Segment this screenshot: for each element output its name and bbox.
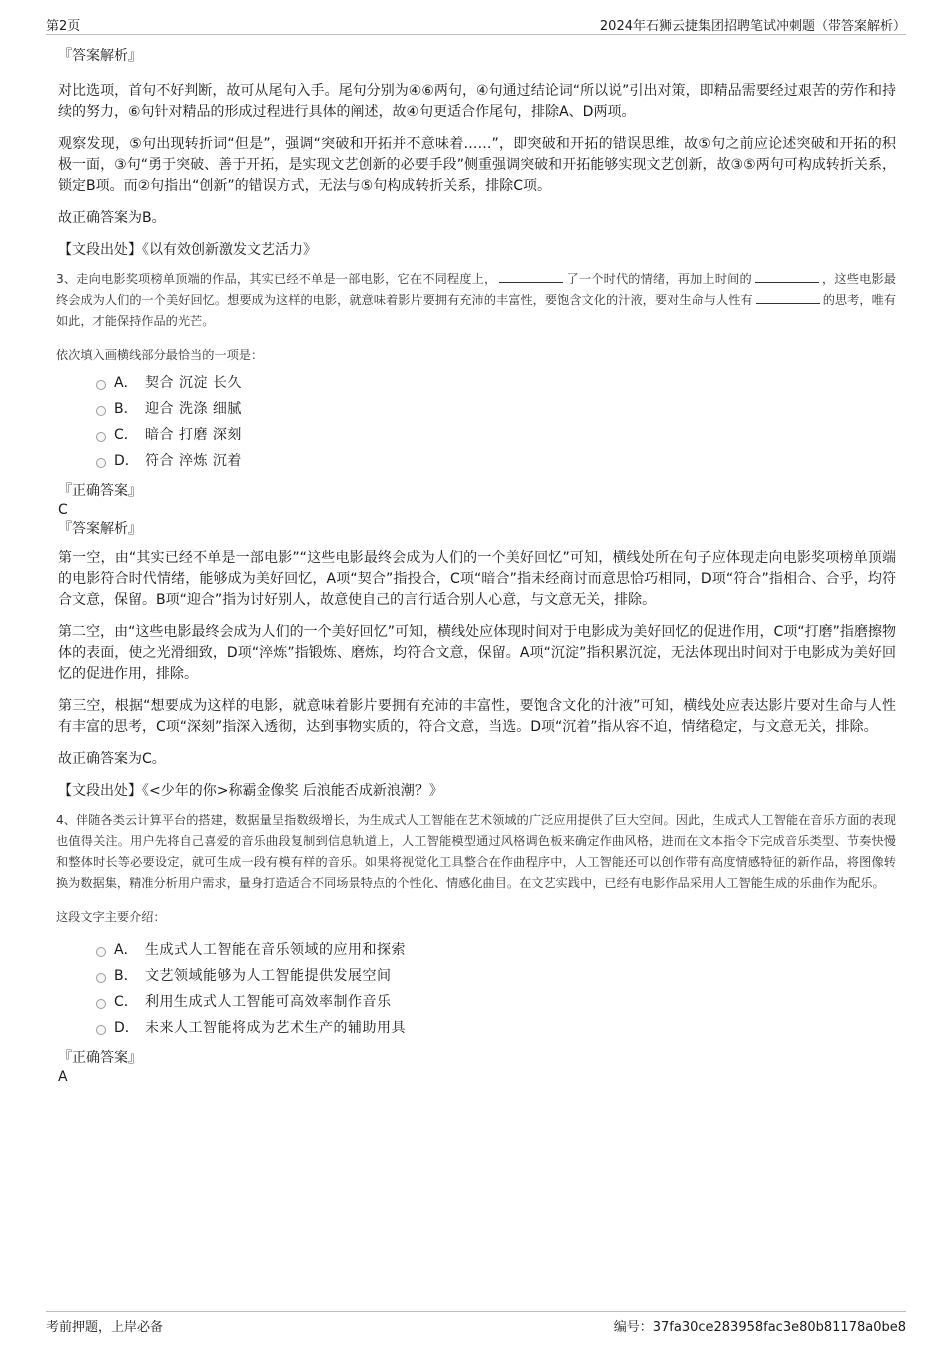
radio-icon[interactable] <box>96 432 106 442</box>
option-d[interactable] <box>96 1016 896 1042</box>
option-key: D． <box>114 453 139 469</box>
option-text: 生成式人工智能在音乐领域的应用和探索 <box>145 942 406 958</box>
stem-text: 3、走向电影奖项榜单顶端的作品，其实已经不单是一部电影，它在不同程度上， <box>56 272 497 286</box>
source-citation: 【文段出处】《以有效创新激发文艺活力》 <box>58 242 317 258</box>
radio-icon[interactable] <box>96 458 106 468</box>
fill-blank <box>755 270 819 283</box>
option-a[interactable] <box>96 371 896 397</box>
document-body <box>56 46 896 1086</box>
question-stem <box>56 269 896 332</box>
option-c[interactable] <box>96 990 896 1016</box>
page-footer <box>46 1311 906 1334</box>
option-text: 未来人工智能将成为艺术生产的辅助用具 <box>145 1020 406 1036</box>
analysis-paragraph: 第三空，根据“想要成为这样的电影，就意味着影片要拥有充沛的丰富性，要饱含文化的汁液”可知，横线处应表达影片要对生命与人性有丰富的思考，C项“深刻”指深入透彻，达到事物实质的，符合文意，当选。D项“沉着”指从容不迫，情绪稳定，与文意无关，排除。 <box>58 698 896 735</box>
option-text: 契合 沉淀 长久 <box>145 375 242 391</box>
radio-icon[interactable] <box>96 973 106 983</box>
page-number: 第2页 <box>46 19 81 34</box>
fill-blank <box>499 270 563 283</box>
option-key: C． <box>114 994 138 1010</box>
radio-icon[interactable] <box>96 406 106 416</box>
correct-answer-value: C <box>58 502 68 518</box>
option-d[interactable] <box>96 449 896 475</box>
analysis-paragraph: 对比选项，首句不好判断，故可从尾句入手。尾句分别为④⑥两句，④句通过结论词“所以说”引出对策，即精品需要经过艰苦的劳作和持续的努力，⑥句针对精品的形成过程进行具体的阐述，故④句更适合作尾句，排除A、D两项。 <box>58 83 896 120</box>
radio-icon[interactable] <box>96 380 106 390</box>
option-text: 暗合 打磨 深刻 <box>145 427 242 443</box>
document-code: 编号：37fa30ce283958fac3e80b81178a0be8 <box>613 1320 906 1335</box>
option-key: C． <box>114 427 138 443</box>
option-text: 利用生成式人工智能可高效率制作音乐 <box>145 994 392 1010</box>
footer-slogan: 考前押题，上岸必备 <box>46 1320 164 1335</box>
analysis-paragraph: 故正确答案为C。 <box>58 751 166 767</box>
option-c[interactable] <box>96 423 896 449</box>
correct-answer-value: A <box>58 1069 68 1085</box>
option-b[interactable] <box>96 964 896 990</box>
option-list <box>56 938 896 1042</box>
option-key: D． <box>114 1020 139 1036</box>
option-text: 符合 淬炼 沉着 <box>145 453 242 469</box>
page-header <box>46 12 906 35</box>
question-prompt: 这段文字主要介绍： <box>56 910 166 924</box>
question-prompt: 依次填入画横线部分最恰当的一项是： <box>56 348 264 362</box>
question-stem: 4、伴随各类云计算平台的搭建，数据量呈指数级增长，为生成式人工智能在艺术领域的广泛应用提供了巨大空间。因此，生成式人工智能在音乐方面的表现也值得关注。用户先将自己喜爱的音乐曲段复制到信息轨道上，人工智能模型通过风格调色板来确定作曲风格，进而在文本指令下完成音乐类型、节奏快慢和整体时长等必要设定，就可生成一段有模有样的音乐。如果将视觉化工具整合在作曲程序中，人工智能还可以创作带有高度情感特征的新作品，将图像转换为数据集，精准分析用户需求，量身打造适合不同场景特点的个性化、情感化曲目。在文艺实践中，已经有电影作品采用人工智能生成的乐曲作为配乐。 <box>56 813 896 890</box>
option-b[interactable] <box>96 397 896 423</box>
fill-blank <box>756 291 820 304</box>
stem-text: 的思考，唯有如此，才能保持作品的光芒。 <box>56 293 897 328</box>
analysis-paragraph: 故正确答案为B。 <box>58 210 166 226</box>
stem-text: ，这些电影最终会成为人们的一个美好回忆。想要成为这样的电影，就意味着影片要拥有充沛的丰富性，要饱含文化的汁液，要对生命与人性有 <box>56 272 896 307</box>
option-key: B． <box>114 968 138 984</box>
answer-analysis-label: 『答案解析』 <box>58 48 142 64</box>
analysis-paragraph: 第一空，由“其实已经不单是一部电影”“这些电影最终会成为人们的一个美好回忆”可知，横线处所在句子应体现走向电影奖项榜单顶端的电影符合时代情绪，能够成为美好回忆，A项“契合”指投合，C项“暗合”指未经商讨而意思恰巧相同，D项“符合”指相合、合乎，均符合文意，保留。B项“迎合”指为讨好别人，故意使自己的言行适合别人心意，与文意无关，排除。 <box>58 550 896 608</box>
radio-icon[interactable] <box>96 999 106 1009</box>
radio-icon[interactable] <box>96 1025 106 1035</box>
answer-analysis-label: 『答案解析』 <box>58 521 142 537</box>
analysis-paragraph: 第二空，由“这些电影最终会成为人们的一个美好回忆”可知，横线处应体现时间对于电影成为美好回忆的促进作用，C项“打磨”指磨擦物体的表面，使之光滑细致，D项“淬炼”指锻炼、磨炼，均符合文意，保留。A项“沉淀”指积累沉淀，无法体现出时间对于电影成为美好回忆的促进作用，排除。 <box>58 624 896 682</box>
option-key: A． <box>114 375 138 391</box>
option-a[interactable] <box>96 938 896 964</box>
option-key: B． <box>114 401 138 417</box>
document-title: 2024年石狮云捷集团招聘笔试冲刺题（带答案解析） <box>599 19 906 34</box>
correct-answer-label: 『正确答案』 <box>58 1050 142 1066</box>
option-list <box>56 371 896 475</box>
correct-answer-label: 『正确答案』 <box>58 483 142 499</box>
stem-text: 了一个时代的情绪，再加上时间的 <box>566 272 752 286</box>
option-text: 文艺领域能够为人工智能提供发展空间 <box>145 968 392 984</box>
option-text: 迎合 洗涤 细腻 <box>145 401 242 417</box>
option-key: A． <box>114 942 138 958</box>
analysis-paragraph: 观察发现，⑤句出现转折词“但是”，强调“突破和开拓并不意味着……”，即突破和开拓的错误思维，故⑤句之前应论述突破和开拓的积极一面，③句“勇于突破、善于开拓，是实现文艺创新的必要手段”侧重强调突破和开拓能够实现文艺创新，故③⑤两句可构成转折关系，锁定B项。而②句指出“创新”的错误方式，无法与⑤句构成转折关系，排除C项。 <box>58 136 896 194</box>
source-citation: 【文段出处】《<少年的你>称霸金像奖 后浪能否成新浪潮？》 <box>58 783 443 799</box>
radio-icon[interactable] <box>96 947 106 957</box>
